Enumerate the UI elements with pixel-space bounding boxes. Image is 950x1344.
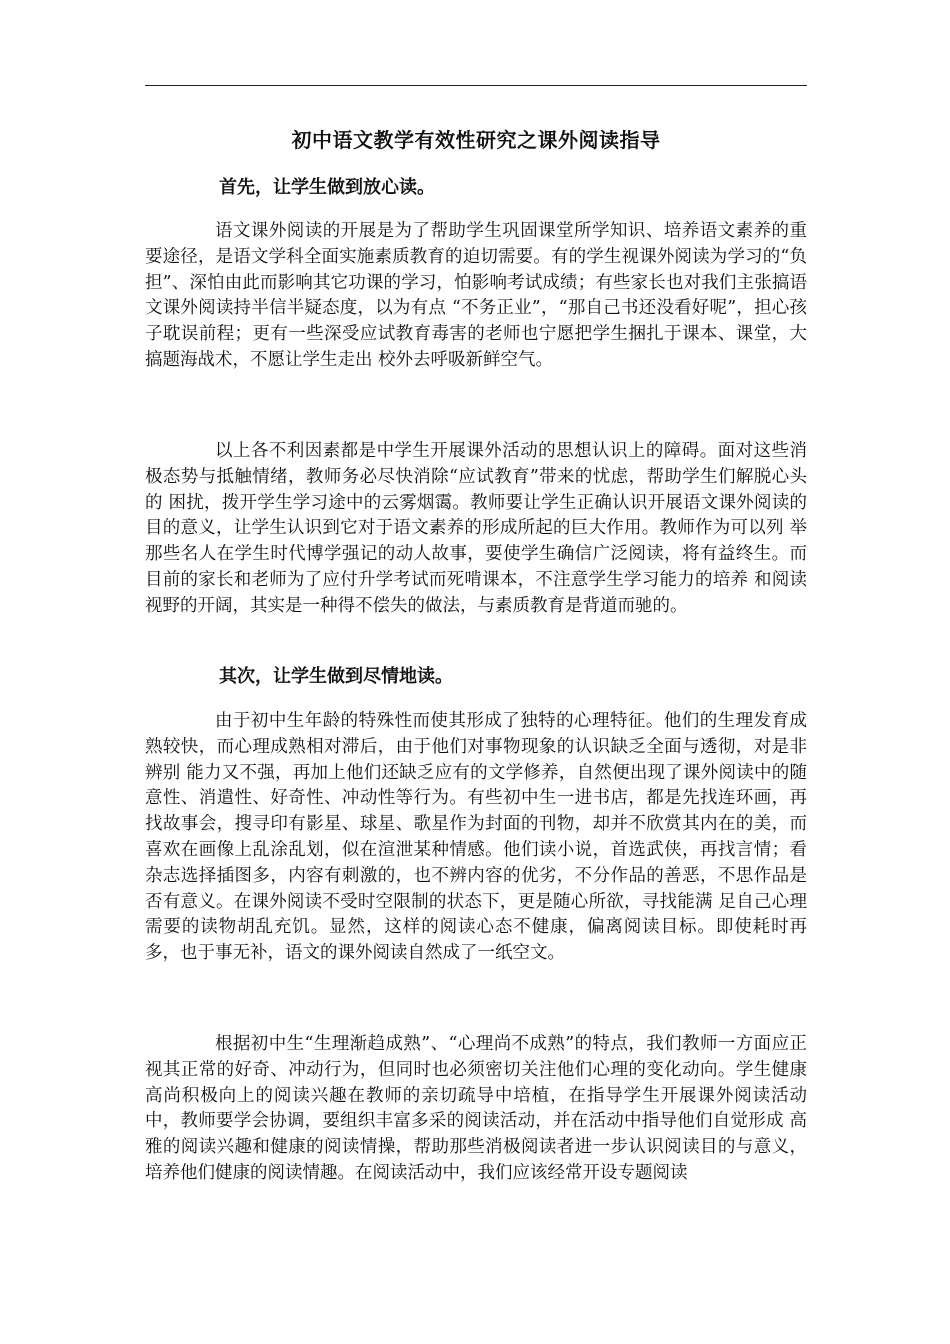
paragraph-2: 以上各不利因素都是中学生开展课外活动的思想认识上的障碍。面对这些消极态势与抵触情绪，教师务必尽快消除“应试教育”带来的忧虑，帮助学生们解脱心头的 困扰，拨开学生学习途中的云雾烟霭。教师要让学生正确认识开展语文课外阅读的目的意义，让学生认识到它对于语文素养的形成所起的巨大作用。教师作为可以列 举那些名人在学生时代博学强记的动人故事，要使学生确信广泛阅读，将有益终生。而目前的家长和老师为了应付升学考试而死啃课本，不注意学生学习能力的培养 和阅读视野的开阔，其实是一种得不偿失的做法，与素质教育是背道而驰的。 xyxy=(145,441,807,616)
paragraph-1: 语文课外阅读的开展是为了帮助学生巩固课堂所学知识、培养语文素养的重要途径，是语文学科全面实施素质教育的迫切需要。有的学生视课外阅读为学习的“负 担”、深怕由此而影响其它功课的学习，怕影响考试成绩；有些家长也对我们主张搞语文课外阅读持半信半疑态度，以为有点 “不务正业”，“那自己书还没看好呢”，担心孩子耽误前程；更有一些深受应试教育毒害的老师也宁愿把学生捆扎于课本、课堂，大搞题海战术，不愿让学生走出 校外去呼吸新鲜空气。 xyxy=(145,221,807,370)
document-title: 初中语文教学有效性研究之课外阅读指导 xyxy=(291,128,661,152)
section-heading-first: 首先，让学生做到放心读。 xyxy=(219,177,435,198)
paragraph-4: 根据初中生“生理渐趋成熟”、“心理尚不成熟”的特点，我们教师一方面应正视其正常的好奇、冲动行为，但同时也必须密切关注他们心理的变化动向。学生健康 高尚积极向上的阅读兴趣在教师的亲切疏导中培植，在指导学生开展课外阅读活动中，教师要学会协调，要组织丰富多采的阅读活动，并在活动中指导他们自觉形成 高雅的阅读兴趣和健康的阅读情操，帮助那些消极阅读者进一步认识阅读目的与意义，培养他们健康的阅读情趣。在阅读活动中，我们应该经常开设专题阅读 xyxy=(145,1034,807,1183)
paragraph-3: 由于初中生年龄的特殊性而使其形成了独特的心理特征。他们的生理发育成熟较快，而心理成熟相对滞后，由于他们对事物现象的认识缺乏全面与透彻，对是非辨别 能力又不强，再加上他们还缺乏应有的文学修养，自然便出现了课外阅读中的随意性、消遣性、好奇性、冲动性等行为。有些初中生一进书店，都是先找连环画，再 找故事会，搜寻印有影星、球星、歌星作为封面的刊物，却并不欣赏其内在的美，而喜欢在画像上乱涂乱划，似在渲泄某种情感。他们读小说，首选武侠，再找言情；看杂志选择插图多，内容有刺激的，也不辨内容的优劣，不分作品的善恶，不思作品是否有意义。在课外阅读不受时空限制的状态下，更是随心所欲，寻找能满 足自己心理需要的读物胡乱充饥。显然，这样的阅读心态不健康，偏离阅读目标。即使耗时再多，也于事无补，语文的课外阅读自然成了一纸空文。 xyxy=(145,711,807,964)
section-heading-second: 其次，让学生做到尽情地读。 xyxy=(219,666,453,687)
header-rule xyxy=(145,85,807,86)
